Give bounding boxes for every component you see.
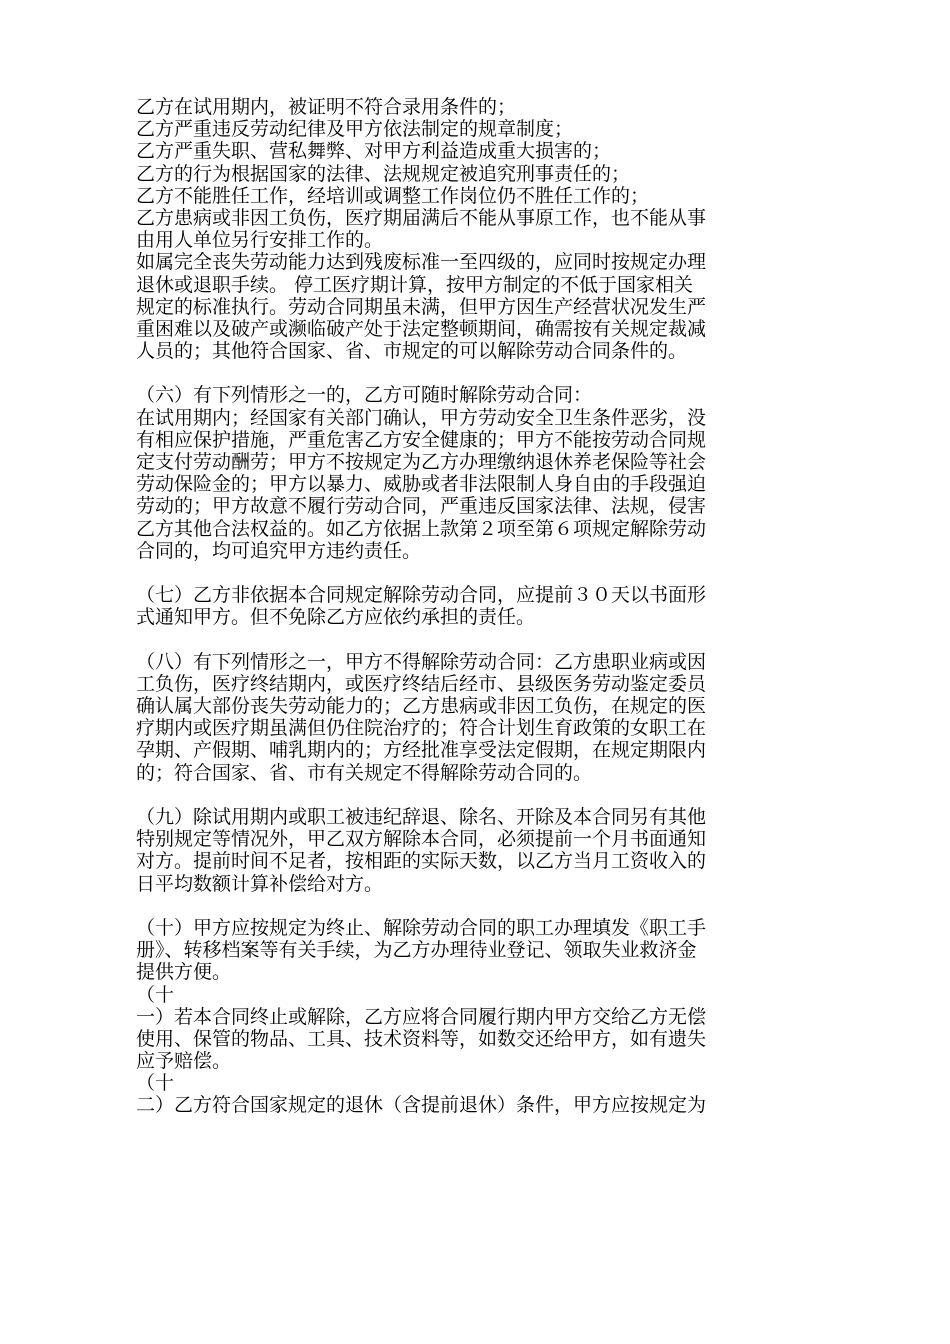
- paragraph-dismissal-conditions: [136, 96, 820, 362]
- paragraph-clause-7: [136, 584, 820, 628]
- paragraph-spacer: [136, 895, 820, 917]
- paragraph-spacer: [136, 362, 820, 384]
- text-line: 工负伤，医疗终结期内，或医疗终结后经市、县级医务劳动鉴定委员: [136, 672, 707, 695]
- document-page: [136, 96, 820, 1117]
- text-line: （七）乙方非依据本合同规定解除劳动合同，应提前３０天以书面形: [136, 584, 707, 607]
- paragraph-spacer: [136, 562, 820, 584]
- text-line: 确认属大部份丧失劳动能力的；乙方患病或非因工负伤，在规定的医: [136, 695, 707, 718]
- text-line: （十）甲方应按规定为终止、解除劳动合同的职工办理填发《职工手: [136, 916, 707, 939]
- text-line: 式通知甲方。但不免除乙方应依约承担的责任。: [136, 606, 536, 629]
- text-line: 人员的；其他符合国家、省、市规定的可以解除劳动合同条件的。: [136, 340, 688, 363]
- text-line: 劳动的；甲方故意不履行劳动合同，严重违反国家法律、法规，侵害: [136, 495, 707, 518]
- text-line: 提供方便。: [136, 961, 232, 984]
- text-line: 的；符合国家、省、市有关规定不得解除劳动合同的。: [136, 761, 593, 784]
- paragraph-clause-10-12: [136, 917, 820, 1117]
- text-line: 乙方严重违反劳动纪律及甲方依法制定的规章制度；: [136, 118, 574, 141]
- text-line: 乙方不能胜任工作，经培训或调整工作岗位仍不胜任工作的；: [136, 184, 650, 207]
- text-line: 二）乙方符合国家规定的退休（含提前退休）条件，甲方应按规定为: [136, 1094, 707, 1117]
- paragraph-clause-8: [136, 651, 820, 784]
- text-line: （六）有下列情形之一的，乙方可随时解除劳动合同：: [136, 384, 593, 407]
- text-line: 退休或退职手续。 停工医疗期计算，按甲方制定的不低于国家相关: [136, 273, 694, 296]
- text-line: 疗期内或医疗期虽满但仍住院治疗的；符合计划生育政策的女职工在: [136, 717, 707, 740]
- paragraph-clause-9: [136, 806, 820, 895]
- text-line: 定支付劳动酬劳；甲方不按规定为乙方办理缴纳退休养老保险等社会: [136, 451, 707, 473]
- text-line: 应予赔偿。: [136, 1050, 232, 1073]
- text-line: （九）除试用期内或职工被违纪辞退、除名、开除及本合同另有其他: [136, 806, 707, 828]
- text-line: 有相应保护措施，严重危害乙方安全健康的；甲方不能按劳动合同规: [136, 428, 707, 451]
- text-line: 孕期、产假期、哺乳期内的；方经批准享受法定假期，在规定期限内: [136, 739, 707, 762]
- paragraph-spacer: [136, 784, 820, 806]
- text-line: 册》、转移档案等有关手续，为乙方办理待业登记、领取失业救济金: [136, 939, 697, 962]
- text-line: （十: [136, 1072, 175, 1095]
- text-line: 日平均数额计算补偿给对方。: [136, 872, 384, 895]
- text-line: 规定的标准执行。劳动合同期虽未满，但甲方因生产经营状况发生严: [136, 295, 707, 318]
- text-line: 由用人单位另行安排工作的。: [136, 229, 384, 252]
- text-line: 一）若本合同终止或解除，乙方应将合同履行期内甲方交给乙方无偿: [136, 1005, 707, 1028]
- text-line: （八）有下列情形之一，甲方不得解除劳动合同：乙方患职业病或因: [136, 650, 707, 673]
- text-line: 使用、保管的物品、工具、技术资料等，如数交还给甲方，如有遗失: [136, 1027, 707, 1050]
- text-line: 劳动保险金的；甲方以暴力、威胁或者非法限制人身自由的手段强迫: [136, 473, 707, 496]
- text-line: 如属完全丧失劳动能力达到残废标准一至四级的，应同时按规定办理: [136, 251, 707, 274]
- text-line: 特别规定等情况外，甲乙双方解除本合同，必须提前一个月书面通知: [136, 828, 707, 851]
- text-line: 乙方在试用期内，被证明不符合录用条件的；: [136, 96, 517, 118]
- text-line: 乙方的行为根据国家的法律、法规规定被追究刑事责任的；: [136, 162, 631, 185]
- text-line: 重困难以及破产或濒临破产处于法定整顿期间，确需按有关规定裁减: [136, 317, 707, 340]
- text-line: 对方。提前时间不足者，按相距的实际天数，以乙方当月工资收入的: [136, 850, 707, 873]
- text-line: 合同的，均可追究甲方违约责任。: [136, 539, 422, 562]
- paragraph-spacer: [136, 629, 820, 651]
- text-line: 乙方患病或非因工负伤，医疗期届满后不能从事原工作，也不能从事: [136, 206, 707, 229]
- text-line: 乙方其他合法权益的。如乙方依据上款第２项至第６项规定解除劳动: [136, 517, 707, 540]
- paragraph-clause-6: [136, 384, 820, 562]
- text-line: 乙方严重失职、营私舞弊、对甲方利益造成重大损害的；: [136, 140, 612, 163]
- text-line: （十: [136, 983, 175, 1006]
- text-line: 在试用期内；经国家有关部门确认，甲方劳动安全卫生条件恶劣，没: [136, 406, 707, 429]
